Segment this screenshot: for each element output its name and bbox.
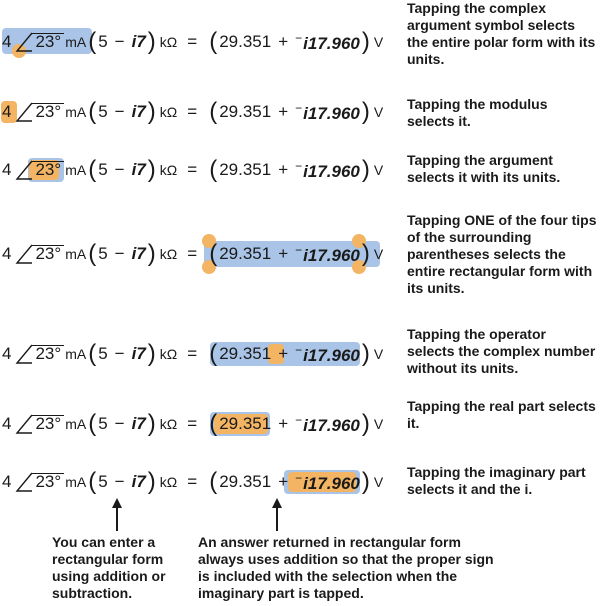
rect-imag[interactable]: i7 xyxy=(131,472,146,491)
description-3: Tapping the argument selects it with its units. xyxy=(407,152,561,185)
example-row-1 xyxy=(0,26,392,58)
expression xyxy=(2,26,383,58)
angle-symbol-icon[interactable] xyxy=(13,242,33,266)
description-7: Tapping the imaginary part selects it and the i. xyxy=(407,464,586,497)
rect-real[interactable]: 5 xyxy=(98,160,108,179)
rect-imag[interactable]: i7 xyxy=(131,414,146,433)
rect-unit: kΩ xyxy=(159,346,178,362)
equals-sign: = xyxy=(187,414,198,433)
rect-unit: kΩ xyxy=(159,474,178,490)
result-plus[interactable]: + xyxy=(278,32,289,51)
rect-operator[interactable]: − xyxy=(114,414,125,433)
expression xyxy=(2,238,383,270)
example-row-2 xyxy=(0,96,392,128)
argument[interactable]: 23° xyxy=(33,414,63,434)
description-1: Tapping the complex argument symbol selects the entire polar form with its units. xyxy=(407,0,596,67)
rect-operator[interactable]: − xyxy=(114,244,125,263)
note-left: You can enter a rectangular form using addition or subtraction. xyxy=(52,534,166,601)
argument[interactable]: 23° xyxy=(33,32,63,52)
polar-unit: mA xyxy=(65,416,87,432)
modulus[interactable]: 4 xyxy=(2,414,12,433)
expression xyxy=(2,154,383,186)
result-close-paren[interactable]: ) xyxy=(361,340,370,367)
result-real[interactable]: 29.351 xyxy=(219,32,272,51)
rect-imag[interactable]: i7 xyxy=(131,160,146,179)
polar-unit: mA xyxy=(65,34,87,50)
open-paren[interactable]: ( xyxy=(88,28,97,55)
arrow-up-icon xyxy=(111,498,123,532)
result-open-paren[interactable]: ( xyxy=(209,98,218,125)
result-open-paren[interactable]: ( xyxy=(209,410,218,437)
rect-real[interactable]: 5 xyxy=(98,414,108,433)
angle-symbol-icon[interactable] xyxy=(13,412,33,436)
result-plus[interactable]: + xyxy=(278,160,289,179)
argument[interactable]: 23° xyxy=(33,244,63,264)
result-imag[interactable]: −i17.960 xyxy=(295,100,360,123)
result-open-paren[interactable]: ( xyxy=(209,468,218,495)
expression xyxy=(2,338,383,370)
result-unit: V xyxy=(373,346,384,362)
rect-real[interactable]: 5 xyxy=(98,32,108,51)
result-unit: V xyxy=(373,34,384,50)
polar-unit: mA xyxy=(65,104,87,120)
result-open-paren[interactable]: ( xyxy=(209,156,218,183)
result-close-paren[interactable]: ) xyxy=(361,28,370,55)
expression xyxy=(2,408,383,440)
close-paren[interactable]: ) xyxy=(147,28,156,55)
result-unit: V xyxy=(373,474,384,490)
result-imag[interactable]: −i17.960 xyxy=(295,158,360,181)
angle-symbol-icon[interactable] xyxy=(13,342,33,366)
rect-real[interactable]: 5 xyxy=(98,102,108,121)
argument[interactable]: 23° xyxy=(33,160,63,180)
angle-symbol-icon[interactable] xyxy=(13,470,33,494)
rect-operator[interactable]: − xyxy=(114,102,125,121)
result-real[interactable]: 29.351 xyxy=(219,472,272,491)
angle-symbol-icon[interactable] xyxy=(13,158,33,182)
angle-symbol-icon[interactable] xyxy=(13,100,33,124)
argument[interactable]: 23° xyxy=(33,344,63,364)
equals-sign: = xyxy=(187,344,198,363)
example-row-4 xyxy=(0,238,392,270)
result-open-paren[interactable]: ( xyxy=(209,340,218,367)
result-plus[interactable]: + xyxy=(278,102,289,121)
result-real[interactable]: 29.351 xyxy=(219,414,272,433)
open-paren[interactable]: ( xyxy=(88,410,97,437)
arrow-up-icon xyxy=(271,498,283,532)
result-open-paren[interactable]: ( xyxy=(209,28,218,55)
modulus[interactable]: 4 xyxy=(2,102,12,121)
argument[interactable]: 23° xyxy=(33,102,63,122)
result-plus[interactable]: + xyxy=(278,344,289,363)
modulus[interactable]: 4 xyxy=(2,32,12,51)
rect-operator[interactable]: − xyxy=(114,160,125,179)
open-paren[interactable]: ( xyxy=(88,98,97,125)
result-close-paren[interactable]: ) xyxy=(361,156,370,183)
result-imag[interactable]: −i17.960 xyxy=(295,412,360,435)
close-paren[interactable]: ) xyxy=(147,98,156,125)
result-real[interactable]: 29.351 xyxy=(219,102,272,121)
polar-unit: mA xyxy=(65,474,87,490)
result-imag[interactable]: −i17.960 xyxy=(295,342,360,365)
result-imag[interactable]: −i17.960 xyxy=(295,30,360,53)
angle-symbol-icon[interactable] xyxy=(13,30,33,54)
modulus[interactable]: 4 xyxy=(2,472,12,491)
example-row-7 xyxy=(0,466,392,498)
rect-imag[interactable]: i7 xyxy=(131,102,146,121)
result-unit: V xyxy=(373,416,384,432)
expression xyxy=(2,96,383,128)
close-paren[interactable]: ) xyxy=(147,468,156,495)
rect-imag[interactable]: i7 xyxy=(131,244,146,263)
equals-sign: = xyxy=(187,472,198,491)
open-paren[interactable]: ( xyxy=(88,240,97,267)
rect-unit: kΩ xyxy=(159,246,178,262)
result-plus[interactable]: + xyxy=(278,472,289,491)
result-close-paren[interactable]: ) xyxy=(361,240,370,267)
equals-sign: = xyxy=(187,32,198,51)
close-paren[interactable]: ) xyxy=(147,156,156,183)
rect-unit: kΩ xyxy=(159,34,178,50)
polar-unit: mA xyxy=(65,346,87,362)
description-6: Tapping the real part selects it. xyxy=(407,398,596,431)
example-row-6 xyxy=(0,408,392,440)
example-row-5 xyxy=(0,338,392,370)
rect-real[interactable]: 5 xyxy=(98,244,108,263)
rect-imag[interactable]: i7 xyxy=(131,32,146,51)
result-close-paren[interactable]: ) xyxy=(361,98,370,125)
close-paren[interactable]: ) xyxy=(147,340,156,367)
open-paren[interactable]: ( xyxy=(88,156,97,183)
result-close-paren[interactable]: ) xyxy=(361,468,370,495)
result-unit: V xyxy=(373,104,384,120)
expression xyxy=(2,466,383,498)
description-4: Tapping ONE of the four tips of the surrounding parentheses selects the entire rectangular form with its units. xyxy=(407,212,597,296)
argument[interactable]: 23° xyxy=(33,472,63,492)
modulus[interactable]: 4 xyxy=(2,160,12,179)
result-real[interactable]: 29.351 xyxy=(219,244,272,263)
rect-real[interactable]: 5 xyxy=(98,344,108,363)
close-paren[interactable]: ) xyxy=(147,410,156,437)
polar-unit: mA xyxy=(65,246,87,262)
result-open-paren[interactable]: ( xyxy=(209,240,218,267)
result-real[interactable]: 29.351 xyxy=(219,344,272,363)
close-paren[interactable]: ) xyxy=(147,240,156,267)
open-paren[interactable]: ( xyxy=(88,340,97,367)
description-2: Tapping the modulus selects it. xyxy=(407,96,548,129)
example-row-3 xyxy=(0,154,392,186)
result-unit: V xyxy=(373,246,384,262)
equals-sign: = xyxy=(187,102,198,121)
modulus[interactable]: 4 xyxy=(2,244,12,263)
rect-unit: kΩ xyxy=(159,104,178,120)
polar-unit: mA xyxy=(65,162,87,178)
rect-operator[interactable]: − xyxy=(114,32,125,51)
result-plus[interactable]: + xyxy=(278,244,289,263)
result-plus[interactable]: + xyxy=(278,414,289,433)
result-real[interactable]: 29.351 xyxy=(219,160,272,179)
description-5: Tapping the operator selects the complex number without its units. xyxy=(407,326,596,376)
rect-operator[interactable]: − xyxy=(114,344,125,363)
rect-real[interactable]: 5 xyxy=(98,472,108,491)
note-right: An answer returned in rectangular form always uses addition so that the proper sign is included with the selection when the imaginary part is tapped. xyxy=(198,534,494,601)
rect-unit: kΩ xyxy=(159,162,178,178)
rect-imag[interactable]: i7 xyxy=(131,344,146,363)
open-paren[interactable]: ( xyxy=(88,468,97,495)
rect-unit: kΩ xyxy=(159,416,178,432)
equals-sign: = xyxy=(187,244,198,263)
result-unit: V xyxy=(373,162,384,178)
equals-sign: = xyxy=(187,160,198,179)
rect-operator[interactable]: − xyxy=(114,472,125,491)
result-imag[interactable]: −i17.960 xyxy=(295,242,360,265)
result-close-paren[interactable]: ) xyxy=(361,410,370,437)
modulus[interactable]: 4 xyxy=(2,344,12,363)
result-imag[interactable]: −i17.960 xyxy=(295,470,360,493)
